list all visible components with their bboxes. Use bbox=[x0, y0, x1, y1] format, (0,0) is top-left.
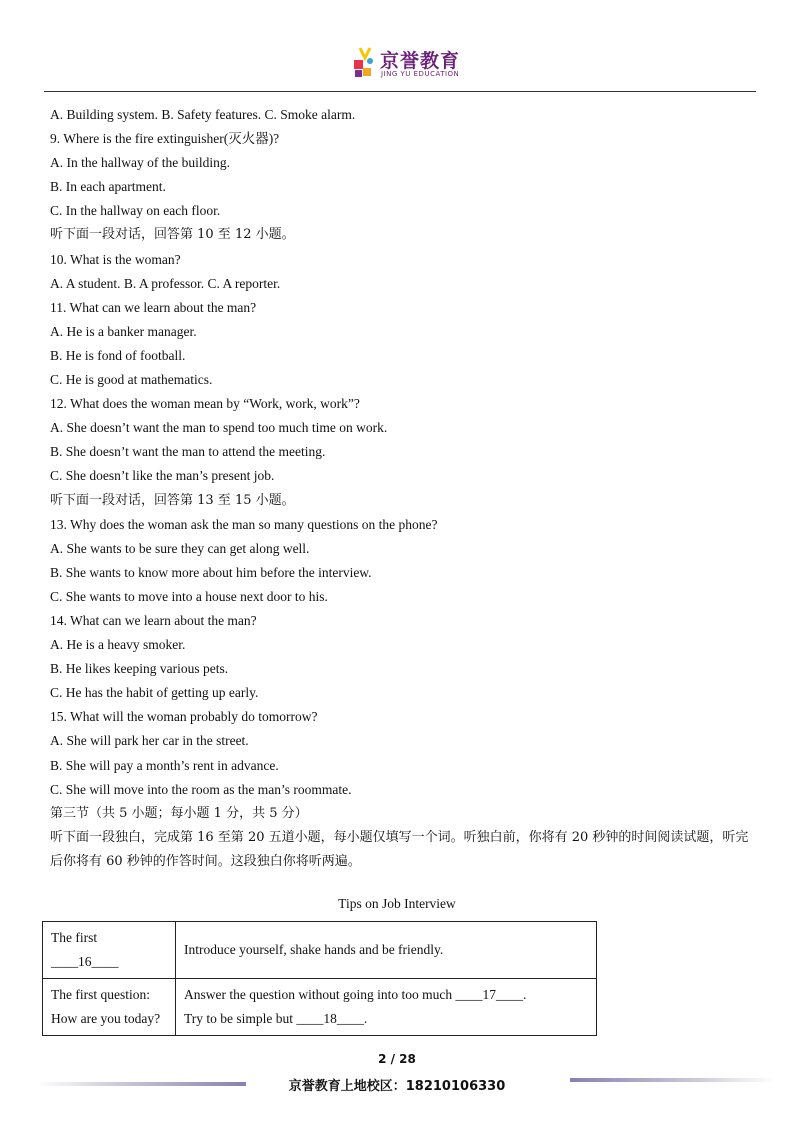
part-three-instruction: 听下面一段独白，完成第 16 至第 20 五道小题，每小题仅填写一个词。听独白前，你将有 20 秒钟的时间阅读试题，听完后你将有 60 秒钟的作答时间。这段独白你将听两遍。 bbox=[50, 829, 749, 869]
section-instruction-10-12: 听下面一段对话，回答第 10 至 12 小题。 bbox=[50, 227, 295, 243]
page-number: 2 / 28 bbox=[378, 1052, 416, 1066]
section-instruction-13-15: 听下面一段对话，回答第 13 至 15 小题。 bbox=[50, 492, 295, 508]
footer-campus-contact: 京誉教育上地校区：18210106330 bbox=[288, 1079, 506, 1094]
table-cell-left bbox=[43, 922, 176, 979]
question-15-option-a: A. She will park her car in the street. bbox=[50, 733, 249, 749]
question-9-stem: 9. Where is the fire extinguisher(灭火器)? bbox=[50, 131, 280, 147]
question-13-option-b: B. She wants to know more about him before the interview. bbox=[50, 564, 372, 580]
question-11-option-a: A. He is a banker manager. bbox=[50, 323, 197, 339]
cell-line-blank-18: Try to be simple but ____18____. bbox=[184, 1011, 368, 1026]
blank-16: ____16____ bbox=[51, 954, 119, 969]
question-14-option-c: C. He has the habit of getting up early. bbox=[50, 685, 259, 701]
question-14-option-a: A. He is a heavy smoker. bbox=[50, 637, 186, 653]
question-15-option-c: C. She will move into the room as the man’s roommate. bbox=[50, 781, 352, 797]
table-row bbox=[43, 979, 597, 1036]
table-cell-right bbox=[176, 979, 597, 1036]
logo-chinese-text: 京誉教育 bbox=[380, 50, 461, 72]
logo-mark-icon bbox=[352, 46, 378, 80]
question-9-option-a: A. In the hallway of the building. bbox=[50, 155, 230, 171]
question-13-stem: 13. Why does the woman ask the man so many questions on the phone? bbox=[50, 516, 438, 532]
table-row bbox=[43, 922, 597, 979]
table-cell-left bbox=[43, 979, 176, 1036]
question-14-option-b: B. He likes keeping various pets. bbox=[50, 661, 229, 677]
question-12-option-b: B. She doesn’t want the man to attend the meeting. bbox=[50, 444, 326, 460]
question-12-stem: 12. What does the woman mean by “Work, work, work”? bbox=[50, 396, 360, 412]
question-11-option-b: B. He is fond of football. bbox=[50, 347, 186, 363]
question-15-stem: 15. What will the woman probably do tomorrow? bbox=[50, 709, 318, 725]
part-three-heading: 第三节（共 5 小题；每小题 1 分，共 5 分） bbox=[50, 805, 308, 821]
cell-line: Introduce yourself, shake hands and be friendly. bbox=[184, 942, 444, 957]
logo-english-text: JING YU EDUCATION bbox=[381, 70, 460, 78]
question-11-option-c: C. He is good at mathematics. bbox=[50, 372, 213, 388]
question-12-option-a: A. She doesn’t want the man to spend too much time on work. bbox=[50, 420, 388, 436]
question-11-stem: 11. What can we learn about the man? bbox=[50, 299, 257, 315]
question-content bbox=[50, 103, 760, 874]
brand-logo bbox=[352, 44, 462, 84]
question-12-option-c: C. She doesn’t like the man’s present job. bbox=[50, 468, 275, 484]
question-13-option-c: C. She wants to move into a house next door to his. bbox=[50, 588, 328, 604]
cell-line: The first question: bbox=[51, 987, 150, 1002]
question-13-option-a: A. She wants to be sure they can get along well. bbox=[50, 540, 310, 556]
question-15-option-b: B. She will pay a month’s rent in advance. bbox=[50, 757, 279, 773]
question-8-options: A. Building system. B. Safety features. C. Smoke alarm. bbox=[50, 107, 356, 122]
question-9-option-b: B. In each apartment. bbox=[50, 179, 166, 195]
cell-line: How are you today? bbox=[51, 1011, 161, 1026]
tips-table bbox=[42, 921, 597, 1036]
question-9-option-c: C. In the hallway on each floor. bbox=[50, 203, 221, 219]
page-header bbox=[0, 0, 794, 96]
question-10-stem: 10. What is the woman? bbox=[50, 251, 181, 267]
table-cell-right bbox=[176, 922, 597, 979]
cell-line: The first bbox=[51, 930, 98, 945]
question-14-stem: 14. What can we learn about the man? bbox=[50, 612, 257, 628]
header-divider bbox=[44, 91, 756, 92]
question-10-options: A. A student. B. A professor. C. A reporter. bbox=[50, 275, 281, 291]
table-title: Tips on Job Interview bbox=[338, 896, 456, 911]
cell-line-blank-17: Answer the question without going into too much ____17____. bbox=[184, 987, 527, 1002]
